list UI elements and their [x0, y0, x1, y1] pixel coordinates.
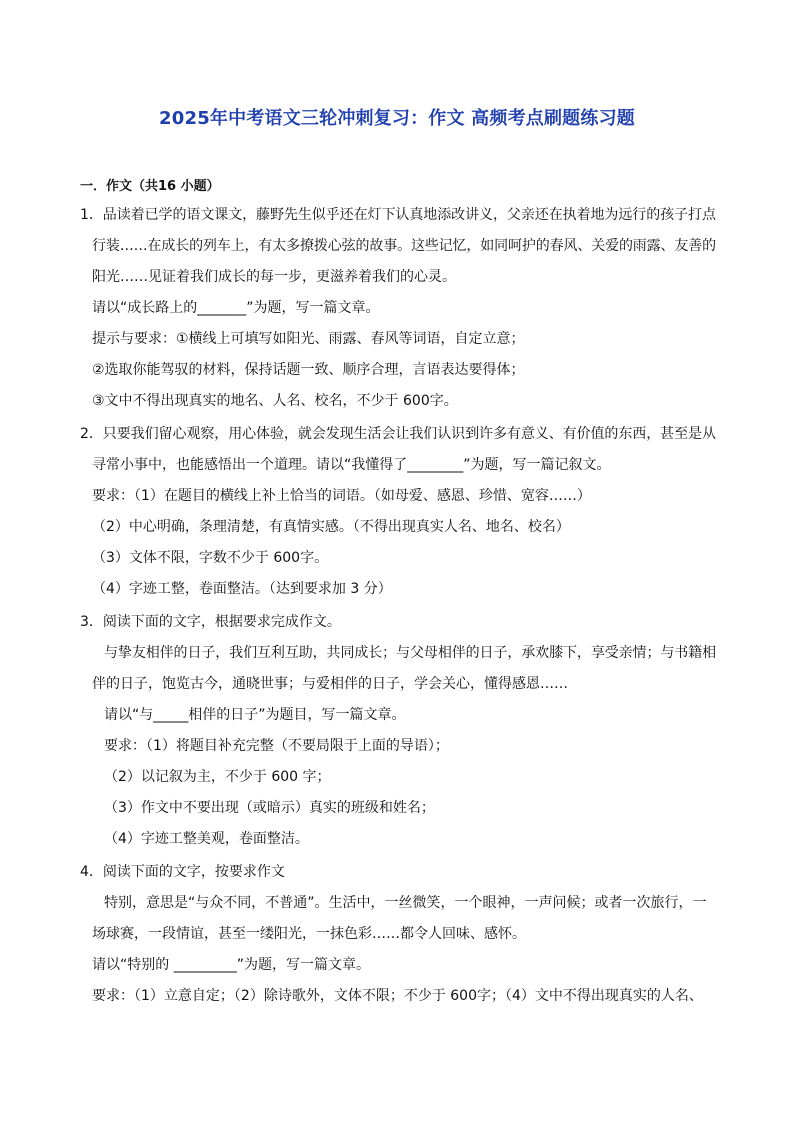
- q1-line-2: 行装……在成长的列车上，有太多撩拨心弦的故事。这些记忆，如同呵护的春风、关爱的雨露、友善的: [92, 238, 717, 254]
- page-title: 2025年中考语文三轮冲刺复习：作文 高频考点刷题练习题: [159, 108, 635, 129]
- q3-requirement-4: （4）字迹工整美观，卷面整洁。: [104, 831, 309, 847]
- q3-requirement-3: （3）作文中不要出现（或暗示）真实的班级和姓名；: [104, 800, 435, 816]
- section-heading: 一．作文（共16 小题）: [80, 179, 220, 194]
- q3-requirement-1: 要求：（1）将题目补充完整（不要局限于上面的导语）；: [104, 738, 449, 754]
- q2-requirement-4: （4）字迹工整，卷面整洁。（达到要求加 3 分）: [92, 581, 392, 597]
- q3-passage-2: 伴的日子，饱览古今，通晓世事；与爱相伴的日子，学会关心，懂得感恩……: [92, 676, 568, 692]
- q1-line-1: 1．品读着已学的语文课文，藤野先生似乎还在灯下认真地添改讲义，父亲还在执着地为远行的孩子打点: [80, 207, 716, 223]
- q2-requirement-1: 要求：（1）在题目的横线上补上恰当的词语。（如母爱、感恩、珍惜、宽容……）: [92, 488, 591, 504]
- q1-requirement-1: 提示与要求：①横线上可填写如阳光、雨露、春风等词语，自定立意；: [92, 331, 525, 347]
- q3-prompt: 请以“与_____相伴的日子”为题目，写一篇文章。: [104, 707, 406, 723]
- q1-requirement-2: ②选取你能驾驭的材料，保持话题一致、顺序合理，言语表达要得体；: [92, 362, 525, 378]
- q4-line-1: 4．阅读下面的文字，按要求作文: [80, 864, 285, 880]
- q3-passage-1: 与挚友相伴的日子，我们互利互助，共同成长；与父母相伴的日子，承欢膝下，享受亲情；与书籍相: [104, 645, 716, 661]
- q2-requirement-2: （2）中心明确，条理清楚，有真情实感。（不得出现真实人名、地名、校名）: [92, 519, 570, 535]
- q1-requirement-3: ③文中不得出现真实的地名、人名、校名，不少于 600字。: [92, 393, 458, 409]
- q3-requirement-2: （2）以记叙为主，不少于 600 字；: [104, 769, 331, 785]
- q4-passage-2: 场球赛，一段情谊，甚至一缕阳光，一抹色彩……都令人回味、感怀。: [92, 926, 526, 942]
- q4-requirement: 要求：（1）立意自定；（2）除诗歌外，文体不限；不少于 600字；（4）文中不得出现真实的人名、: [92, 988, 703, 1004]
- q2-line-2: 寻常小事中，也能感悟出一个道理。请以“我懂得了________”为题，写一篇记叙文。: [92, 457, 611, 473]
- q3-line-1: 3．阅读下面的文字，根据要求完成作文。: [80, 614, 341, 630]
- q4-prompt: 请以“特别的 _________”为题，写一篇文章。: [92, 957, 370, 973]
- q1-prompt: 请以“成长路上的_______”为题，写一篇文章。: [92, 300, 380, 316]
- q2-line-1: 2．只要我们留心观察，用心体验，就会发现生活会让我们认识到许多有意义、有价值的东西，甚至是从: [80, 426, 716, 442]
- q2-requirement-3: （3）文体不限，字数不少于 600字。: [92, 550, 329, 566]
- q4-passage-1: 特别，意思是“与众不同，不普通”。生活中，一丝微笑，一个眼神，一声问候；或者一次旅行，一: [104, 895, 707, 911]
- q1-line-3: 阳光……见证着我们成长的每一步，更滋养着我们的心灵。: [92, 269, 456, 285]
